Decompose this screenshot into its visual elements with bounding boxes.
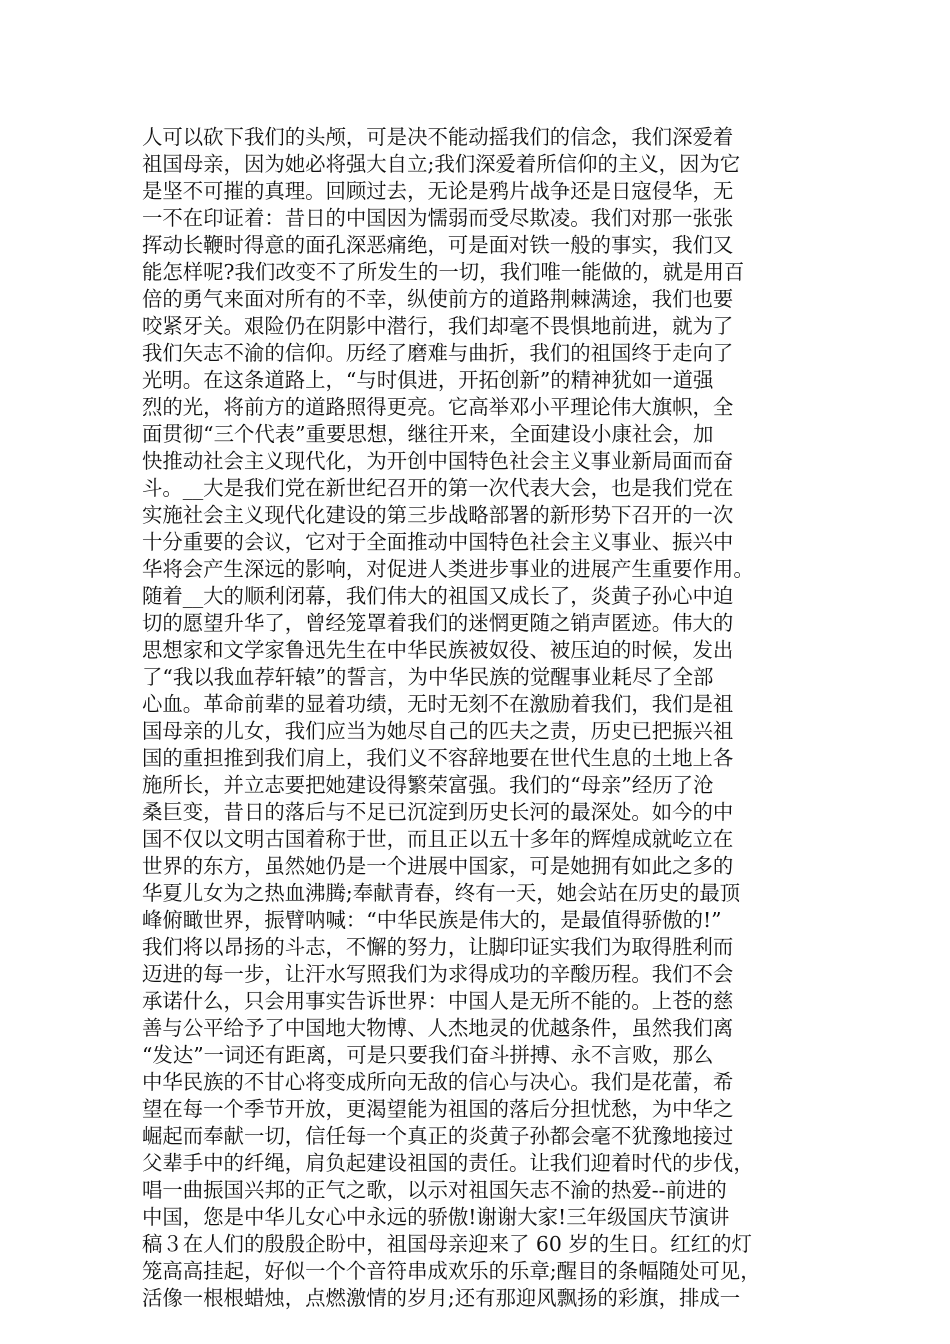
text-line: 稿３在人们的殷殷企盼中，祖国母亲迎来了 60 岁的生日。红红的灯 (142, 1232, 752, 1256)
text-line: 峰俯瞰世界，振臂呐喊：“中华民族是伟大的，是最值得骄傲的!” (142, 908, 722, 932)
text-line: 华夏儿女为之热血沸腾;奉献青春，终有一天，她会站在历史的最顶 (142, 881, 741, 905)
text-line: 斗。__大是我们党在新世纪召开的第一次代表大会，也是我们党在 (142, 476, 734, 500)
text-line: 迈进的每一步，让汗水写照我们为求得成功的辛酸历程。我们不会 (142, 962, 734, 986)
text-line: 一不在印证着：昔日的中国因为懦弱而受尽欺凌。我们对那一张张 (142, 206, 734, 230)
text-line: 祖国母亲，因为她必将强大自立;我们深爱着所信仰的主义，因为它 (142, 152, 741, 176)
text-line: 望在每一个季节开放，更渴望能为祖国的落后分担忧愁，为中华之 (142, 1097, 734, 1121)
text-line: 思想家和文学家鲁迅先生在中华民族被奴役、被压迫的时候，发出 (142, 638, 734, 662)
text-line: 世界的东方，虽然她仍是一个进展中国家，可是她拥有如此之多的 (142, 854, 734, 878)
text-line: 切的愿望升华了，曾经笼罩着我们的迷惘更随之销声匿迹。伟大的 (142, 611, 734, 635)
text-line: 中华民族的不甘心将变成所向无敌的信心与决心。我们是花蕾，希 (142, 1070, 734, 1094)
text-line: 国不仅以文明古国着称于世，而且正以五十多年的辉煌成就屹立在 (142, 827, 734, 851)
text-line: 笼高高挂起，好似一个个音符串成欢乐的乐章;醒目的条幅随处可见， (142, 1259, 761, 1283)
text-line: “发达”一词还有距离，可是只要我们奋斗拼搏、永不言败，那么 (142, 1043, 714, 1067)
text-line: 挥动长鞭时得意的面孔深恶痛绝，可是面对铁一般的事实，我们又 (142, 233, 734, 257)
text-line: 能怎样呢?我们改变不了所发生的一切，我们唯一能做的，就是用百 (142, 260, 745, 284)
text-line: 实施社会主义现代化建设的第三步战略部署的新形势下召开的一次 (142, 503, 734, 527)
body-text (142, 124, 812, 1312)
text-line: 随着__大的顺利闭幕，我们伟大的祖国又成长了，炎黄子孙心中迫 (142, 584, 734, 608)
text-line: 快推动社会主义现代化，为开创中国特色社会主义事业新局面而奋 (142, 449, 734, 473)
text-line: 光明。在这条道路上，“与时俱进，开拓创新”的精神犹如一道强 (142, 368, 714, 392)
text-line: 善与公平给予了中国地大物博、人杰地灵的优越条件，虽然我们离 (142, 1016, 734, 1040)
text-line: 烈的光，将前方的道路照得更亮。它高举邓小平理论伟大旗帜，全 (142, 395, 734, 419)
text-line: 倍的勇气来面对所有的不幸，纵使前方的道路荆棘满途，我们也要 (142, 287, 734, 311)
text-line: 我们将以昂扬的斗志，不懈的努力，让脚印证实我们为取得胜利而 (142, 935, 734, 959)
text-line: 国的重担推到我们肩上，我们义不容辞地要在世代生息的土地上各 (142, 746, 734, 770)
text-line: 了“我以我血荐轩辕”的誓言，为中华民族的觉醒事业耗尽了全部 (142, 665, 714, 689)
text-line: 我们矢志不渝的信仰。历经了磨难与曲折，我们的祖国终于走向了 (142, 341, 734, 365)
text-line: 承诺什么，只会用事实告诉世界：中国人是无所不能的。上苍的慈 (142, 989, 734, 1013)
text-line: 人可以砍下我们的头颅，可是决不能动摇我们的信念，我们深爱着 (142, 125, 734, 149)
text-line: 十分重要的会议，它对于全面推动中国特色社会主义事业、振兴中 (142, 530, 734, 554)
text-line: 唱一曲振国兴邦的正气之歌，以示对祖国矢志不渝的热爱--前进的 (142, 1178, 727, 1202)
text-line: 父辈手中的纤绳，肩负起建设祖国的责任。让我们迎着时代的步伐， (142, 1151, 754, 1175)
text-line: 中国，您是中华儿女心中永远的骄傲!谢谢大家!三年级国庆节演讲 (142, 1205, 730, 1229)
text-line: 活像一根根蜡烛，点燃激情的岁月;还有那迎风飘扬的彩旗，排成一 (142, 1286, 741, 1310)
text-line: 心血。革命前辈的显着功绩，无时无刻不在激励着我们，我们是祖 (142, 692, 734, 716)
text-line: 国母亲的儿女，我们应当为她尽自己的匹夫之责，历史已把振兴祖 (142, 719, 734, 743)
text-line: 华将会产生深远的影响，对促进人类进步事业的进展产生重要作用。 (142, 557, 754, 581)
text-line: 桑巨变，昔日的落后与不足已沉淀到历史长河的最深处。如今的中 (142, 800, 734, 824)
text-line: 咬紧牙关。艰险仍在阴影中潜行，我们却毫不畏惧地前进，就为了 (142, 314, 734, 338)
text-line: 施所长，并立志要把她建设得繁荣富强。我们的“母亲”经历了沧 (142, 773, 714, 797)
text-line: 是坚不可摧的真理。回顾过去，无论是鸦片战争还是日寇侵华，无 (142, 179, 734, 203)
text-line: 面贯彻“三个代表”重要思想，继往开来，全面建设小康社会，加 (142, 422, 714, 446)
text-line: 崛起而奉献一切，信任每一个真正的炎黄子孙都会毫不犹豫地接过 (142, 1124, 734, 1148)
